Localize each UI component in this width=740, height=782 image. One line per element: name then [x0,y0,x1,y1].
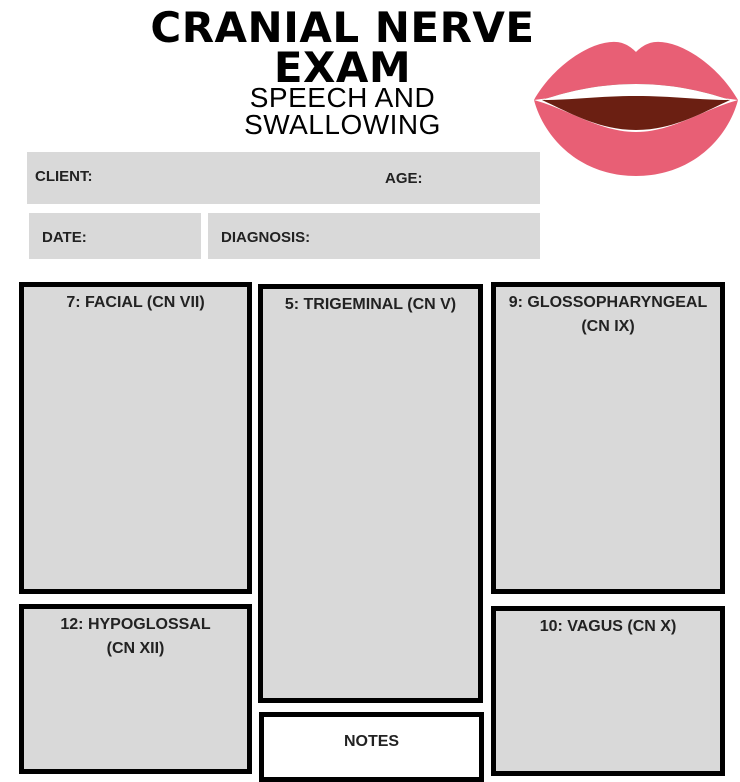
page-title [150,3,535,92]
hypoglossal-label-line-1: 12: HYPOGLOSSAL [60,616,211,633]
diagnosis-field[interactable] [208,213,540,259]
facial-label: 7: FACIAL (CN VII) [66,294,205,311]
subtitle-line-2: SWALLOWING [244,109,441,140]
title-line-1: CRANIAL NERVE [150,3,535,52]
glossopharyngeal-label-line-1: 9: GLOSSOPHARYNGEAL [508,294,708,311]
lips-illustration [532,38,740,178]
facial-panel[interactable] [19,282,252,594]
client-label: CLIENT: [35,168,93,185]
hypoglossal-label-line-2: (CN XII) [106,640,165,657]
glossopharyngeal-label-line-2: (CN IX) [581,318,635,335]
subtitle-line-1: SPEECH AND [249,82,436,113]
notes-label: NOTES [343,733,400,750]
hypoglossal-label [24,609,247,661]
vagus-panel[interactable] [491,606,725,776]
client-age-field[interactable] [27,152,540,204]
page-subtitle [150,84,535,138]
date-field[interactable] [29,213,201,259]
age-label: AGE: [385,170,423,187]
glossopharyngeal-panel[interactable] [491,282,725,594]
notes-panel[interactable] [259,712,484,782]
hypoglossal-panel[interactable] [19,604,252,774]
trigeminal-label: 5: TRIGEMINAL (CN V) [284,296,457,313]
title-line-2: EXAM [273,43,412,92]
diagnosis-label: DIAGNOSIS: [221,229,311,246]
trigeminal-panel[interactable] [258,284,483,703]
vagus-label: 10: VAGUS (CN X) [539,618,677,635]
glossopharyngeal-label [496,287,720,339]
date-label: DATE: [42,229,87,246]
